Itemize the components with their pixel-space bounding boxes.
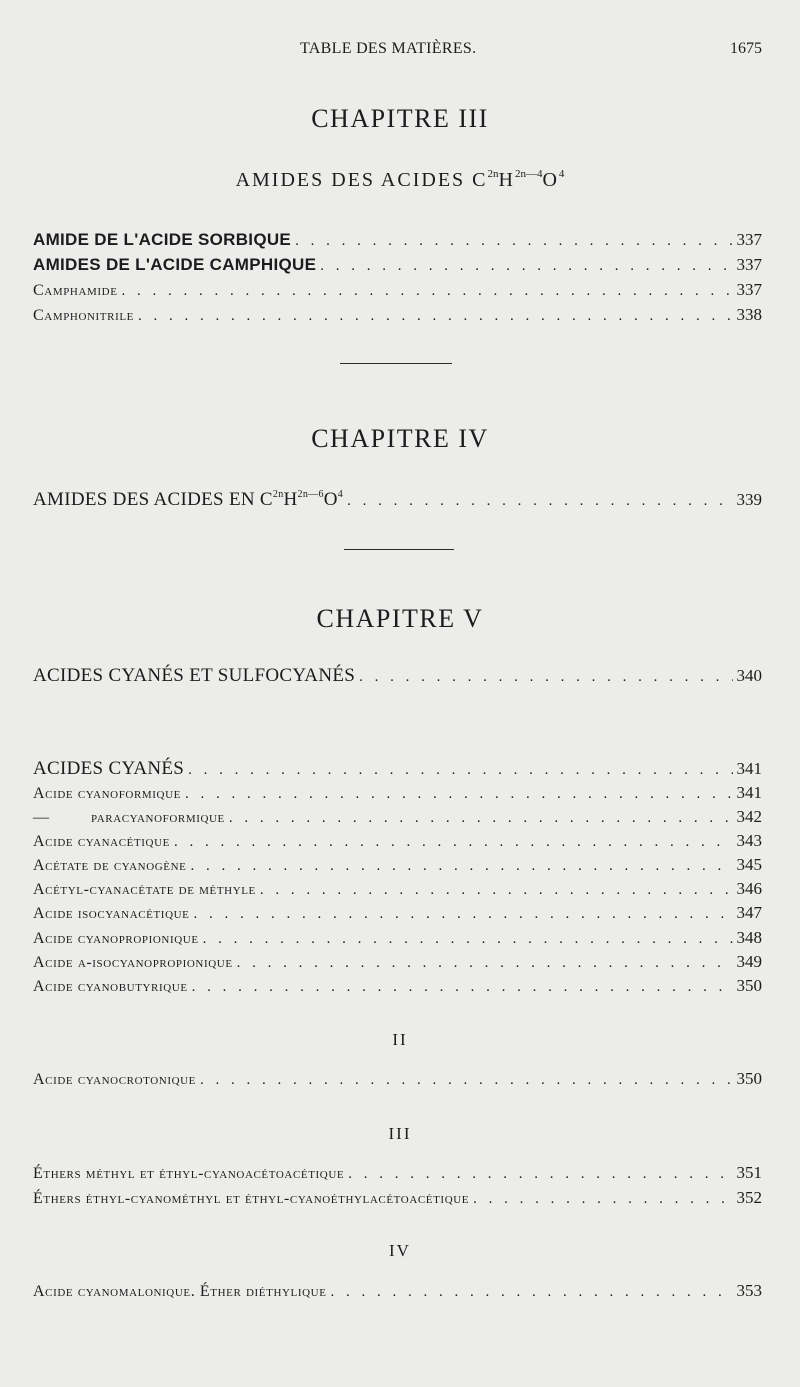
section-numeral: IV [389, 1241, 411, 1260]
toc-entry: Éthers éthyl-cyanométhyl et éthyl-cyanoéthylacétoacétique . . . 352 [33, 1188, 762, 1208]
toc-entry: AMIDE DE L'ACIDE SORBIQUE . . . 337 [33, 230, 762, 250]
running-head: TABLE DES MATIÈRES. [300, 40, 477, 57]
chapter-3-title: CHAPITRE III [311, 104, 489, 133]
toc-entry: Acide cyanacétique . . . 343 [33, 831, 762, 851]
toc-entry: Acide cyanocrotonique . . . 350 [33, 1069, 762, 1089]
chapter-4-title: CHAPITRE IV [311, 424, 489, 453]
toc-entry: Acide isocyanacétique . . . 347 [33, 903, 762, 923]
toc-entry: ACIDES CYANÉS ET SULFOCYANÉS . . . 340 [33, 665, 762, 687]
section-divider [340, 363, 452, 364]
section-numeral: II [392, 1030, 408, 1049]
section-divider [344, 549, 454, 550]
toc-entry: Acide cyanomalonique. Éther diéthylique . . . 353 [33, 1281, 762, 1301]
chapter-3-subtitle: AMIDES DES ACIDES $C^{2n}H^{2n—4}O^4$ [235, 168, 565, 191]
toc-entry: Éthers méthyl et éthyl-cyanoacétoacétique . . . 351 [33, 1163, 762, 1183]
toc-entry: — paracyanoformique . . . 342 [33, 807, 762, 827]
toc-entry: Camphamide . . . 337 [33, 280, 762, 300]
toc-entry: AMIDES DES ACIDES EN $C^{2n}H^{2n—6}O^4$ . . . 339 [33, 489, 762, 511]
toc-entry: Acétyl-cyanacétate de méthyle . . . 346 [33, 879, 762, 899]
toc-entry: Acide cyanobutyrique . . . 350 [33, 976, 762, 996]
toc-entry: ACIDES CYANÉS . . . 341 [33, 758, 762, 780]
toc-entry: Acide cyanopropionique . . . 348 [33, 928, 762, 948]
section-numeral: III [388, 1124, 412, 1143]
page-number: 1675 [730, 40, 762, 57]
toc-entry: Acétate de cyanogène . . . 345 [33, 855, 762, 875]
toc-entry: Camphonitrile . . . 338 [33, 305, 762, 325]
toc-entry: Acide α-isocyanopropionique . . . 349 [33, 952, 762, 972]
toc-entry: Acide cyanoformique . . . 341 [33, 783, 762, 803]
toc-entry: AMIDES DE L'ACIDE CAMPHIQUE . . . 337 [33, 255, 762, 275]
chapter-5-title: CHAPITRE V [316, 604, 484, 633]
